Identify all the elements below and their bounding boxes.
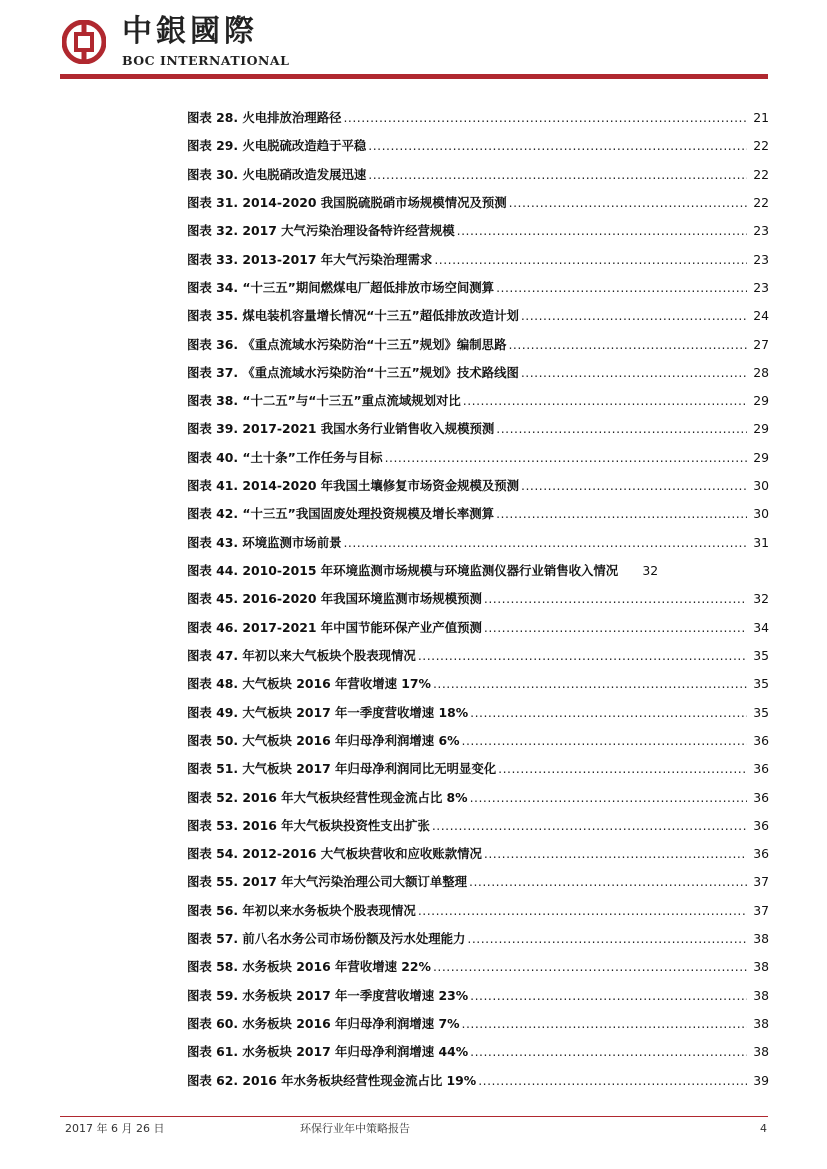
- toc-dot-leader: [498, 755, 747, 783]
- toc-entry-page: 36: [753, 732, 769, 748]
- toc-dot-leader: [385, 444, 747, 472]
- toc-entry[interactable]: [187, 331, 769, 359]
- toc-entry-page: 29: [753, 421, 769, 437]
- toc-entry-page: 30: [753, 506, 769, 522]
- toc-dot-leader: [509, 189, 747, 217]
- footer-date: 2017 年 6 月 26 日: [65, 1122, 165, 1135]
- toc-entry-page: 34: [753, 619, 769, 635]
- toc-entry-label: 图表 37. 《重点流域水污染防治“十三五”规划》技术路线图: [187, 364, 519, 380]
- toc-entry-label: 图表 48. 大气板块 2016 年营收增速 17%: [187, 676, 431, 692]
- toc-entry-page: 32: [642, 563, 659, 578]
- toc-entry[interactable]: [187, 529, 769, 557]
- boc-logo-icon: [62, 20, 106, 64]
- toc-dot-leader: [418, 642, 747, 670]
- toc-entry[interactable]: [187, 727, 769, 755]
- toc-entry-page: 22: [753, 166, 769, 182]
- toc-entry[interactable]: [187, 302, 769, 330]
- toc-entry-label: 图表 50. 大气板块 2016 年归母净利润增速 6%: [187, 732, 460, 748]
- toc-dot-leader: [343, 104, 747, 132]
- toc-entry-label: 图表 29. 火电脱硫改造趋于平稳: [187, 138, 367, 154]
- toc-dot-leader: [469, 868, 747, 896]
- toc-entry-page: 35: [753, 704, 769, 720]
- toc-entry-page: 24: [753, 308, 769, 324]
- toc-entry[interactable]: [187, 189, 769, 217]
- toc-entry[interactable]: [187, 585, 769, 613]
- toc-entry-label: 图表 62. 2016 年水务板块经营性现金流占比 19%: [187, 1072, 477, 1088]
- toc-entry-page: 38: [753, 931, 769, 947]
- toc-entry-label: 图表 30. 火电脱硝改造发展迅速: [187, 166, 367, 182]
- toc-entry-page: 27: [753, 336, 769, 352]
- toc-entry-page: 23: [753, 279, 769, 295]
- toc-entry-page: 39: [753, 1072, 769, 1088]
- toc-entry-label: 图表 47. 年初以来大气板块个股表现情况: [187, 647, 416, 663]
- toc-entry[interactable]: [187, 897, 769, 925]
- toc-entry[interactable]: [187, 1010, 769, 1038]
- toc-dot-leader: [418, 897, 747, 925]
- toc-dot-leader: [521, 359, 747, 387]
- toc-entry-page: 29: [753, 393, 769, 409]
- toc-entry[interactable]: [187, 699, 769, 727]
- toc-dot-leader: [457, 217, 747, 245]
- toc-entry-page: 38: [753, 1044, 769, 1060]
- toc-dot-leader: [484, 614, 747, 642]
- toc-entry-label: 图表 44. 2010-2015 年环境监测市场规模与环境监测仪器行业销售收入情况: [187, 563, 619, 578]
- toc-entry-label: 图表 28. 火电排放治理路径: [187, 110, 342, 125]
- toc-entry[interactable]: [187, 444, 769, 472]
- toc-entry-label: 图表 34. “十三五”期间燃煤电厂超低排放市场空间测算: [187, 279, 495, 295]
- toc-entry-page: 23: [753, 251, 769, 267]
- toc-entry-page: 38: [753, 1016, 769, 1031]
- toc-entry-label: 图表 42. “十三五”我国固废处理投资规模及增长率测算: [187, 506, 495, 522]
- toc-entry[interactable]: [187, 925, 769, 953]
- toc-entry-page: 21: [753, 110, 769, 125]
- toc-entry[interactable]: [187, 840, 769, 868]
- toc-entry[interactable]: [187, 670, 769, 698]
- toc-dot-leader: [433, 953, 747, 981]
- toc-entry-page: 28: [753, 364, 769, 380]
- toc-entry[interactable]: [187, 104, 769, 132]
- brand-name-chinese: 中銀國際: [122, 14, 258, 49]
- toc-dot-leader: [478, 1067, 747, 1095]
- toc-entry-label: 图表 36. 《重点流域水污染防治“十三五”规划》编制思路: [187, 336, 507, 352]
- toc-entry[interactable]: [187, 217, 769, 245]
- toc-entry[interactable]: [187, 982, 769, 1010]
- toc-entry[interactable]: [187, 387, 769, 415]
- toc-dot-leader: [521, 472, 747, 500]
- toc-dot-leader: [508, 331, 747, 359]
- toc-entry[interactable]: [187, 359, 769, 387]
- toc-dot-leader: [343, 529, 747, 557]
- toc-entry-page: 32: [753, 591, 769, 607]
- toc-entry-page: 23: [753, 223, 769, 239]
- toc-entry-page: 36: [753, 761, 769, 777]
- toc-entry-label: 图表 54. 2012-2016 大气板块营收和应收账款情况: [187, 846, 482, 862]
- toc-entry[interactable]: [187, 614, 769, 642]
- header-divider: [60, 74, 768, 79]
- toc-entry-page: 22: [753, 138, 769, 154]
- toc-entry-label: 图表 57. 前八名水务公司市场份额及污水处理能力: [187, 931, 466, 947]
- toc-entry-page: 38: [753, 959, 769, 975]
- toc-entry-label: 图表 35. 煤电装机容量增长情况“十三五”超低排放改造计划: [187, 308, 519, 324]
- toc-entry[interactable]: [187, 1067, 769, 1095]
- toc-entry[interactable]: [187, 755, 769, 783]
- toc-entry-page: 38: [753, 987, 769, 1003]
- toc-entry-page: 22: [753, 194, 769, 210]
- toc-entry-label: 图表 51. 大气板块 2017 年归母净利润同比无明显变化: [187, 761, 497, 777]
- toc-dot-leader: [462, 727, 747, 755]
- toc-entry-page: 36: [753, 817, 769, 833]
- toc-entry[interactable]: [187, 246, 769, 274]
- toc-entry-label: 图表 33. 2013-2017 年大气污染治理需求: [187, 251, 433, 267]
- toc-entry[interactable]: [187, 642, 769, 670]
- toc-dot-leader: [470, 699, 747, 727]
- toc-dot-leader: [463, 387, 747, 415]
- toc-entry-page: 29: [753, 449, 769, 465]
- toc-entry-label: 图表 45. 2016-2020 年我国环境监测市场规模预测: [187, 591, 482, 607]
- toc-dot-leader: [433, 670, 747, 698]
- toc-entry-label: 图表 39. 2017-2021 我国水务行业销售收入规模预测: [187, 421, 495, 437]
- toc-entry[interactable]: [187, 161, 769, 189]
- brand-name-english: BOC INTERNATIONAL: [122, 53, 290, 68]
- toc-entry-label: 图表 40. “土十条”工作任务与目标: [187, 449, 383, 465]
- toc-entry[interactable]: [187, 415, 769, 443]
- toc-dot-leader: [496, 415, 747, 443]
- toc-entry-page: 35: [753, 647, 769, 663]
- toc-dot-leader: [368, 161, 747, 189]
- toc-entry[interactable]: [187, 953, 769, 981]
- toc-dot-leader: [368, 132, 747, 160]
- toc-dot-leader: [434, 246, 747, 274]
- toc-entry-page: 31: [753, 534, 769, 550]
- footer-divider: [60, 1116, 768, 1117]
- toc-entry-page: 30: [753, 478, 769, 494]
- toc-entry-label: 图表 46. 2017-2021 年中国节能环保产业产值预测: [187, 619, 482, 635]
- toc-dot-leader: [462, 1010, 747, 1038]
- toc-entry-label: 图表 43. 环境监测市场前景: [187, 534, 342, 550]
- toc-entry-page: 35: [753, 676, 769, 692]
- table-of-figures: [187, 104, 769, 1095]
- footer-report-title: 环保行业年中策略报告: [300, 1122, 410, 1135]
- toc-entry-label: 图表 31. 2014-2020 我国脱硫脱硝市场规模情况及预测: [187, 194, 507, 210]
- toc-dot-leader: [496, 274, 747, 302]
- toc-entry-label: 图表 55. 2017 年大气污染治理公司大额订单整理: [187, 874, 468, 890]
- footer-page-number: 4: [760, 1122, 767, 1135]
- toc-dot-leader: [496, 500, 747, 528]
- toc-entry[interactable]: [187, 132, 769, 160]
- toc-entry-label: 图表 32. 2017 大气污染治理设备特许经营规模: [187, 223, 455, 239]
- toc-dot-leader: [470, 1038, 747, 1066]
- toc-entry-label: 图表 49. 大气板块 2017 年一季度营收增速 18%: [187, 704, 469, 720]
- toc-entry-page: 36: [753, 846, 769, 862]
- toc-entry-label: 图表 52. 2016 年大气板块经营性现金流占比 8%: [187, 789, 468, 805]
- toc-entry[interactable]: [187, 274, 769, 302]
- toc-entry-page: 37: [753, 874, 769, 890]
- toc-dot-leader: [432, 812, 747, 840]
- toc-entry[interactable]: [187, 1038, 769, 1066]
- page-header: [0, 0, 827, 84]
- toc-entry-label: 图表 59. 水务板块 2017 年一季度营收增速 23%: [187, 987, 469, 1003]
- toc-entry[interactable]: [187, 500, 769, 528]
- toc-dot-leader: [467, 925, 747, 953]
- toc-entry[interactable]: [187, 812, 769, 840]
- toc-entry-label: 图表 56. 年初以来水务板块个股表现情况: [187, 902, 416, 918]
- toc-entry-page: 37: [753, 902, 769, 918]
- toc-entry[interactable]: [187, 868, 769, 896]
- toc-entry[interactable]: [187, 784, 769, 812]
- toc-dot-leader: [484, 585, 747, 613]
- toc-entry-label: 图表 58. 水务板块 2016 年营收增速 22%: [187, 959, 431, 975]
- toc-entry[interactable]: [187, 557, 769, 585]
- toc-dot-leader: [470, 982, 747, 1010]
- toc-entry-label: 图表 53. 2016 年大气板块投资性支出扩张: [187, 817, 430, 833]
- toc-entry[interactable]: [187, 472, 769, 500]
- toc-entry-label: 图表 61. 水务板块 2017 年归母净利润增速 44%: [187, 1044, 469, 1060]
- toc-entry-label: 图表 60. 水务板块 2016 年归母净利润增速 7%: [187, 1016, 460, 1031]
- toc-dot-leader: [484, 840, 747, 868]
- toc-entry-page: 36: [753, 789, 769, 805]
- toc-entry-label: 图表 38. “十二五”与“十三五”重点流域规划对比: [187, 393, 461, 409]
- toc-dot-leader: [521, 302, 747, 330]
- toc-entry-label: 图表 41. 2014-2020 年我国土壤修复市场资金规模及预测: [187, 478, 520, 494]
- toc-dot-leader: [470, 784, 747, 812]
